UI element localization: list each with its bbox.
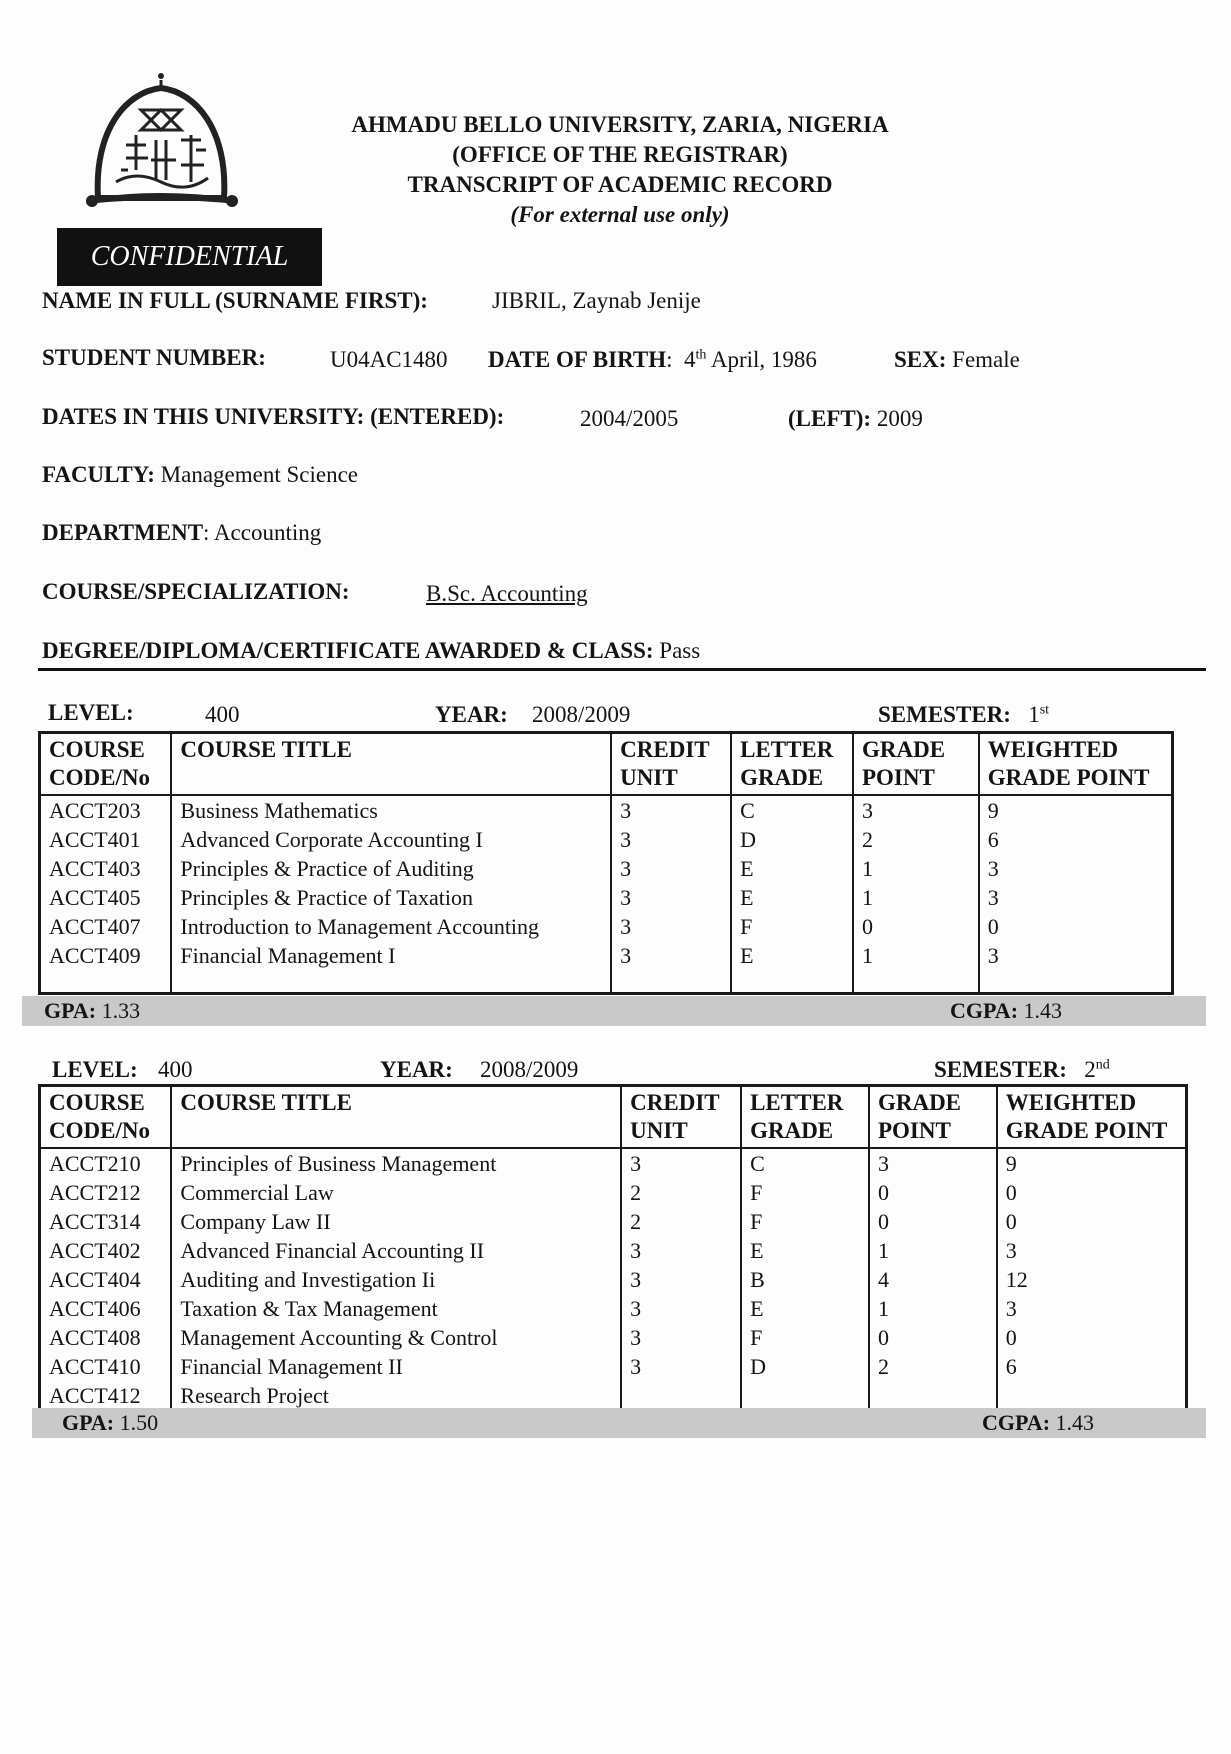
empty-cell xyxy=(731,970,853,994)
cgpa-label-1: CGPA: xyxy=(950,998,1019,1023)
credit-unit-cell: 3 xyxy=(611,825,731,854)
header-course-title: COURSE TITLE xyxy=(171,733,611,796)
course-code-cell: ACCT401 xyxy=(40,825,172,854)
gpa-bar-semester-1 xyxy=(22,996,1206,1026)
student-number-value: U04AC1480 xyxy=(330,347,448,372)
year-label-1: YEAR: xyxy=(435,702,508,727)
degree-label: DEGREE/DIPLOMA/CERTIFICATE AWARDED & CLASS: xyxy=(42,638,654,663)
course-code-cell: ACCT409 xyxy=(40,941,172,970)
weighted-grade-point-cell: 6 xyxy=(997,1352,1187,1381)
table-row xyxy=(40,1236,1187,1265)
credit-unit-cell: 3 xyxy=(621,1236,741,1265)
letter-grade-cell: F xyxy=(741,1207,869,1236)
table-row xyxy=(40,1352,1187,1381)
sex xyxy=(894,347,1020,373)
grade-point-cell: 1 xyxy=(853,883,979,912)
table-row xyxy=(40,1381,1187,1412)
left-value: 2009 xyxy=(876,406,923,431)
course-title-cell: Management Accounting & Control xyxy=(171,1323,621,1352)
header-course-code: COURSE CODE/No xyxy=(40,733,172,796)
semester-suffix-1: st xyxy=(1039,702,1050,718)
table-row xyxy=(40,941,1173,970)
divider xyxy=(38,668,1206,671)
year-value-1: 2008/2009 xyxy=(532,702,631,727)
degree-value: Pass xyxy=(659,638,701,663)
course-code-cell: ACCT412 xyxy=(40,1381,172,1412)
gpa-label-2: GPA: xyxy=(62,1410,115,1435)
gpa-bar-semester-2 xyxy=(32,1408,1206,1438)
cgpa-label-2: CGPA: xyxy=(982,1410,1051,1435)
faculty xyxy=(42,462,358,488)
course-title-cell: Principles of Business Management xyxy=(171,1148,621,1178)
weighted-grade-point-cell: 0 xyxy=(997,1178,1187,1207)
credit-unit-cell: 3 xyxy=(611,795,731,825)
dob-label: DATE OF BIRTH xyxy=(488,347,667,372)
course-code-cell: ACCT203 xyxy=(40,795,172,825)
course-code-cell: ACCT407 xyxy=(40,912,172,941)
gpa-value-2: 1.50 xyxy=(119,1410,159,1435)
semester-suffix-2: nd xyxy=(1095,1057,1110,1073)
grade-point-cell: 0 xyxy=(869,1207,997,1236)
confidential-label: CONFIDENTIAL xyxy=(57,228,322,286)
course-code-cell: ACCT408 xyxy=(40,1323,172,1352)
header-credit-unit: CREDIT UNIT xyxy=(611,733,731,796)
semester-label-1: SEMESTER: xyxy=(878,702,1011,727)
course-title-cell: Business Mathematics xyxy=(171,795,611,825)
course-title-cell: Company Law II xyxy=(171,1207,621,1236)
semester-1 xyxy=(878,702,1049,728)
credit-unit-cell: 2 xyxy=(621,1178,741,1207)
header-weighted-grade-point: WEIGHTED GRADE POINT xyxy=(979,733,1173,796)
course-code-cell: ACCT410 xyxy=(40,1352,172,1381)
degree xyxy=(42,638,700,664)
credit-unit-cell: 3 xyxy=(621,1265,741,1294)
letter-grade-cell: E xyxy=(731,854,853,883)
level-value-1: 400 xyxy=(205,702,240,727)
grade-point-cell: 1 xyxy=(853,854,979,883)
level-label-2: LEVEL: xyxy=(52,1057,138,1082)
course-title-cell: Auditing and Investigation Ii xyxy=(171,1265,621,1294)
table-row xyxy=(40,1178,1187,1207)
weighted-grade-point-cell xyxy=(997,1381,1187,1412)
course-title-cell: Research Project xyxy=(171,1381,621,1412)
course-title-cell: Principles & Practice of Auditing xyxy=(171,854,611,883)
grade-point-cell: 0 xyxy=(869,1323,997,1352)
letter-grade-cell: D xyxy=(741,1352,869,1381)
semester-num-2: 2 xyxy=(1084,1057,1096,1082)
credit-unit-cell: 3 xyxy=(611,854,731,883)
year-value-2: 2008/2009 xyxy=(480,1057,579,1082)
credit-unit-cell: 3 xyxy=(621,1148,741,1178)
header-credit-unit: CREDIT UNIT xyxy=(621,1086,741,1149)
letter-grade-cell: E xyxy=(741,1294,869,1323)
course-code-cell: ACCT402 xyxy=(40,1236,172,1265)
letter-grade-cell: F xyxy=(731,912,853,941)
grade-point-cell: 1 xyxy=(869,1294,997,1323)
table-row xyxy=(40,1265,1187,1294)
dob-suffix: th xyxy=(695,347,707,363)
university-crest-icon xyxy=(86,70,272,226)
table-row xyxy=(40,854,1173,883)
table-row xyxy=(40,1207,1187,1236)
semester-num-1: 1 xyxy=(1028,702,1040,727)
entered-value: 2004/2005 xyxy=(580,406,679,431)
letter-grade-cell xyxy=(741,1381,869,1412)
credit-unit-cell: 3 xyxy=(611,912,731,941)
weighted-grade-point-cell: 3 xyxy=(979,854,1173,883)
course-code-cell: ACCT405 xyxy=(40,883,172,912)
faculty-label: FACULTY: xyxy=(42,462,155,487)
empty-cell xyxy=(853,970,979,994)
gpa-label-1: GPA: xyxy=(44,998,97,1023)
letter-grade-cell: E xyxy=(741,1236,869,1265)
name-label: NAME IN FULL (SURNAME FIRST): xyxy=(42,288,428,313)
weighted-grade-point-cell: 0 xyxy=(997,1323,1187,1352)
empty-cell xyxy=(611,970,731,994)
university-name: AHMADU BELLO UNIVERSITY, ZARIA, NIGERIA xyxy=(351,112,889,137)
name-value: JIBRIL, Zaynab Jenije xyxy=(492,288,701,313)
cgpa-value-1: 1.43 xyxy=(1023,998,1063,1023)
faculty-value: Management Science xyxy=(160,462,358,487)
grade-point-cell: 3 xyxy=(853,795,979,825)
gpa-value-1: 1.33 xyxy=(101,998,141,1023)
weighted-grade-point-cell: 12 xyxy=(997,1265,1187,1294)
table-row xyxy=(40,1323,1187,1352)
grade-point-cell: 3 xyxy=(869,1148,997,1178)
weighted-grade-point-cell: 0 xyxy=(997,1207,1187,1236)
course-value: B.Sc. Accounting xyxy=(426,581,588,606)
course-title-cell: Introduction to Management Accounting xyxy=(171,912,611,941)
table-row xyxy=(40,795,1173,825)
grade-point-cell xyxy=(869,1381,997,1412)
course-table-semester-2 xyxy=(38,1084,1188,1413)
table-spacer-row xyxy=(40,970,1173,994)
department: DEPARTMENT: Accounting xyxy=(42,520,322,545)
weighted-grade-point-cell: 3 xyxy=(997,1236,1187,1265)
letter-grade-cell: D xyxy=(731,825,853,854)
letter-grade-cell: E xyxy=(731,883,853,912)
grade-point-cell: 2 xyxy=(853,825,979,854)
weighted-grade-point-cell: 3 xyxy=(979,941,1173,970)
dob-day: 4 xyxy=(684,347,696,372)
header-course-title: COURSE TITLE xyxy=(171,1086,621,1149)
weighted-grade-point-cell: 0 xyxy=(979,912,1173,941)
dates-label: DATES IN THIS UNIVERSITY: (ENTERED): xyxy=(42,404,505,429)
credit-unit-cell: 3 xyxy=(611,941,731,970)
date-of-birth: DATE OF BIRTH: 4th April, 1986 xyxy=(488,347,817,372)
course-label: COURSE/SPECIALIZATION: xyxy=(42,579,350,604)
weighted-grade-point-cell: 3 xyxy=(979,883,1173,912)
grade-point-cell: 0 xyxy=(869,1178,997,1207)
table-row xyxy=(40,825,1173,854)
course-title-cell: Principles & Practice of Taxation xyxy=(171,883,611,912)
course-code-cell: ACCT212 xyxy=(40,1178,172,1207)
grade-point-cell: 4 xyxy=(869,1265,997,1294)
header-letter-grade: LETTER GRADE xyxy=(731,733,853,796)
credit-unit-cell xyxy=(621,1381,741,1412)
usage-note: (For external use only) xyxy=(510,202,730,227)
sex-label: SEX: xyxy=(894,347,947,372)
letter-grade-cell: F xyxy=(741,1323,869,1352)
course-code-cell: ACCT403 xyxy=(40,854,172,883)
semester-2 xyxy=(934,1057,1110,1083)
header-letter-grade: LETTER GRADE xyxy=(741,1086,869,1149)
letter-grade-cell: E xyxy=(731,941,853,970)
weighted-grade-point-cell: 6 xyxy=(979,825,1173,854)
course-title-cell: Financial Management I xyxy=(171,941,611,970)
weighted-grade-point-cell: 9 xyxy=(997,1148,1187,1178)
department-value: Accounting xyxy=(213,520,322,545)
sex-value: Female xyxy=(952,347,1020,372)
letter-grade-cell: F xyxy=(741,1178,869,1207)
header-course-code: COURSE CODE/No xyxy=(40,1086,172,1149)
course-code-cell: ACCT210 xyxy=(40,1148,172,1178)
cgpa-value-2: 1.43 xyxy=(1055,1410,1095,1435)
credit-unit-cell: 3 xyxy=(621,1352,741,1381)
table-row xyxy=(40,912,1173,941)
department-label: DEPARTMENT xyxy=(42,520,204,545)
header-weighted-grade-point: WEIGHTED GRADE POINT xyxy=(997,1086,1187,1149)
course-code-cell: ACCT406 xyxy=(40,1294,172,1323)
credit-unit-cell: 3 xyxy=(611,883,731,912)
header-grade-point: GRADE POINT xyxy=(853,733,979,796)
dob-rest: April, 1986 xyxy=(706,347,817,372)
student-number-label: STUDENT NUMBER: xyxy=(42,345,266,370)
course-title-cell: Advanced Financial Accounting II xyxy=(171,1236,621,1265)
credit-unit-cell: 3 xyxy=(621,1294,741,1323)
course-code-cell: ACCT404 xyxy=(40,1265,172,1294)
table-row xyxy=(40,1294,1187,1323)
credit-unit-cell: 3 xyxy=(621,1323,741,1352)
grade-point-cell: 1 xyxy=(853,941,979,970)
weighted-grade-point-cell: 9 xyxy=(979,795,1173,825)
letter-grade-cell: C xyxy=(741,1148,869,1178)
empty-cell xyxy=(171,970,611,994)
header-grade-point: GRADE POINT xyxy=(869,1086,997,1149)
table-row xyxy=(40,1148,1187,1178)
course-table-semester-1 xyxy=(38,731,1174,995)
letter-grade-cell: C xyxy=(731,795,853,825)
empty-cell xyxy=(979,970,1173,994)
level-value-2: 400 xyxy=(158,1057,193,1082)
course-code-cell: ACCT314 xyxy=(40,1207,172,1236)
course-title-cell: Advanced Corporate Accounting I xyxy=(171,825,611,854)
empty-cell xyxy=(40,970,172,994)
letter-grade-cell: B xyxy=(741,1265,869,1294)
course-title-cell: Commercial Law xyxy=(171,1178,621,1207)
left-label: (LEFT): xyxy=(788,406,872,431)
office-name: (OFFICE OF THE REGISTRAR) xyxy=(452,142,788,167)
left-date xyxy=(788,406,923,432)
year-label-2: YEAR: xyxy=(380,1057,453,1082)
table-row xyxy=(40,883,1173,912)
credit-unit-cell: 2 xyxy=(621,1207,741,1236)
course-title-cell: Financial Management II xyxy=(171,1352,621,1381)
grade-point-cell: 0 xyxy=(853,912,979,941)
document-title: TRANSCRIPT OF ACADEMIC RECORD xyxy=(407,172,833,197)
level-label-1: LEVEL: xyxy=(48,700,134,725)
grade-point-cell: 1 xyxy=(869,1236,997,1265)
semester-label-2: SEMESTER: xyxy=(934,1057,1067,1082)
grade-point-cell: 2 xyxy=(869,1352,997,1381)
weighted-grade-point-cell: 3 xyxy=(997,1294,1187,1323)
course-title-cell: Taxation & Tax Management xyxy=(171,1294,621,1323)
